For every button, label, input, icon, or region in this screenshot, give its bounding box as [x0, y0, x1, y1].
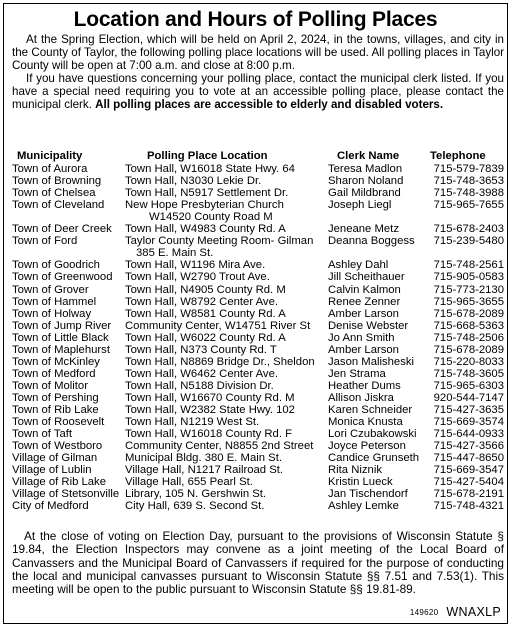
notice-title: Location and Hours of Polling Places	[73, 8, 438, 31]
municipality-cell: Town of Rib Lake	[12, 403, 99, 416]
municipality-cell: Town of Deer Creek	[12, 223, 112, 236]
telephone-cell: 715-239-5480	[433, 235, 504, 248]
clerk-cell: Sharon Noland	[328, 175, 404, 188]
location-cell	[125, 332, 328, 344]
table-row	[12, 440, 504, 452]
header-clerk: Clerk Name	[337, 150, 400, 162]
telephone-cell: 715-669-3547	[433, 464, 504, 477]
clerk-cell: Jo Ann Smith	[328, 331, 395, 344]
location-cell	[125, 500, 328, 512]
table-row	[12, 187, 504, 199]
location-cell	[125, 175, 328, 187]
header-location: Polling Place Location	[147, 150, 268, 162]
telephone-cell: 715-669-3574	[433, 416, 504, 429]
location-cell	[125, 199, 328, 223]
clerk-cell: Jeneane Metz	[328, 223, 399, 236]
table-row	[12, 404, 504, 416]
location-cell	[125, 404, 328, 416]
location-line: Town Hall, W4983 County Rd. A	[125, 223, 286, 236]
municipality-cell: Village of Lublin	[12, 464, 92, 477]
municipality-cell: Town of Aurora	[12, 163, 88, 176]
municipality-cell: Village of Stetsonville	[12, 488, 120, 501]
location-cell	[125, 380, 328, 392]
clerk-cell: Joyce Peterson	[328, 440, 406, 453]
location-cell	[125, 259, 328, 271]
notice-footer	[410, 605, 501, 619]
telephone-cell: 715-748-2506	[433, 331, 504, 344]
telephone-cell: 715-427-3635	[433, 403, 504, 416]
telephone-cell: 715-427-3566	[433, 440, 504, 453]
table-row	[12, 380, 504, 392]
header-municipality: Municipality	[17, 150, 83, 162]
municipality-cell: Town of Little Black	[12, 331, 109, 344]
table-row	[12, 271, 504, 283]
telephone-cell: 715-427-5404	[433, 476, 504, 489]
telephone-cell: 715-965-3655	[433, 295, 504, 308]
municipality-cell: Town of Pershing	[12, 391, 99, 404]
table-row	[12, 392, 504, 404]
municipality-cell: Village of Gilman	[12, 452, 98, 465]
location-line: Town Hall, W6462 Center Ave.	[125, 367, 279, 380]
location-line: Taylor County Meeting Room- Gilman	[125, 235, 314, 248]
clerk-cell: Allison Jiskra	[328, 391, 394, 404]
location-line: City Hall, 639 S. Second St.	[125, 500, 265, 513]
location-line: New Hope Presbyterian Church	[125, 199, 284, 212]
table-body	[12, 163, 504, 512]
clerk-cell: Karen Schneider	[328, 403, 413, 416]
location-line: Town Hall, N8869 Bridge Dr., Sheldon	[125, 355, 315, 368]
location-cell	[125, 428, 328, 440]
telephone-cell: 715-579-7839	[433, 163, 504, 176]
location-cell	[125, 320, 328, 332]
telephone-cell: 715-668-5363	[433, 319, 504, 332]
telephone-cell: 715-748-3653	[433, 175, 504, 188]
telephone-cell: 715-678-2089	[433, 307, 504, 320]
location-cell	[125, 416, 328, 428]
location-cell	[125, 452, 328, 464]
location-line: Community Center, N8855 2nd Street	[125, 440, 314, 453]
polling-places-table	[12, 150, 504, 512]
municipality-cell: Town of Grover	[12, 283, 89, 296]
municipality-cell: Town of Roosevelt	[12, 416, 105, 429]
telephone-cell: 715-748-3605	[433, 367, 504, 380]
table-row	[12, 488, 504, 500]
location-cell	[125, 296, 328, 308]
clerk-cell: Jen Strama	[328, 367, 386, 380]
location-line: Town Hall, W6022 County Rd. A	[125, 331, 286, 344]
clerk-cell: Ashley Dahl	[328, 259, 389, 272]
location-line-2: W14520 County Road M	[149, 211, 273, 224]
municipality-cell: Town of McKinley	[12, 355, 100, 368]
clerk-cell: Jill Scheithauer	[328, 271, 405, 284]
table-row	[12, 308, 504, 320]
table-header-row	[12, 150, 504, 163]
table-row	[12, 368, 504, 380]
location-line: Town Hall, W8581 County Rd. A	[125, 307, 286, 320]
location-line: Town Hall, W1196 Mira Ave.	[125, 259, 266, 272]
telephone-cell: 715-678-2089	[433, 343, 504, 356]
table-row	[12, 332, 504, 344]
telephone-cell: 715-220-8033	[433, 355, 504, 368]
municipality-cell: Town of Maplehurst	[12, 343, 110, 356]
intro-paragraph-2	[12, 72, 504, 111]
municipality-cell: Town of Chelsea	[12, 187, 96, 200]
telephone-cell: 715-748-4321	[433, 500, 504, 513]
location-line: Town Hall, N5917 Settlement Dr.	[125, 187, 289, 200]
clerk-cell: Jason Malisheski	[328, 355, 415, 368]
table-row	[12, 500, 504, 512]
location-line: Community Center, W14751 River St	[125, 319, 311, 332]
clerk-cell: Ashley Lemke	[328, 500, 399, 513]
clerk-cell: Renee Zenner	[328, 295, 401, 308]
clerk-cell: Candice Grunseth	[328, 452, 420, 465]
ad-number: 149620	[409, 608, 439, 617]
municipality-cell: Town of Medford	[12, 367, 96, 380]
table-row	[12, 199, 504, 223]
clerk-cell: Gail Mildbrand	[328, 187, 401, 200]
intro-text	[12, 33, 504, 112]
telephone-cell: 715-678-2191	[433, 488, 504, 501]
municipality-cell: Town of Hammel	[12, 295, 97, 308]
accessibility-statement: All polling places are accessible to elderly and disabled voters.	[95, 98, 444, 112]
clerk-cell: Amber Larson	[328, 343, 399, 356]
table-row	[12, 452, 504, 464]
table-row	[12, 320, 504, 332]
telephone-cell: 715-678-2403	[433, 223, 504, 236]
location-cell	[125, 187, 328, 199]
municipality-cell: Town of Browning	[12, 175, 102, 188]
municipality-cell: Town of Greenwood	[12, 271, 113, 284]
telephone-cell: 715-748-2561	[433, 259, 504, 272]
clerk-cell: Amber Larson	[328, 307, 399, 320]
location-line: Village Hall, 655 Pearl St.	[125, 476, 253, 489]
location-cell	[125, 488, 328, 500]
closing-text	[12, 530, 504, 596]
location-line: Town Hall, N3030 Lekie Dr.	[125, 175, 262, 188]
location-line: Town Hall, W2790 Trout Ave.	[125, 271, 270, 284]
table-row	[12, 428, 504, 440]
telephone-cell: 715-748-3988	[433, 187, 504, 200]
table-row	[12, 284, 504, 296]
table-row	[12, 476, 504, 488]
location-cell	[125, 476, 328, 488]
municipality-cell: Village of Rib Lake	[12, 476, 106, 489]
municipality-cell: Town of Molitor	[12, 379, 88, 392]
clerk-cell: Teresa Madlon	[328, 163, 403, 176]
location-line: Village Hall, N1217 Railroad St.	[125, 464, 284, 477]
table-row	[12, 416, 504, 428]
location-cell	[125, 368, 328, 380]
table-row	[12, 163, 504, 175]
location-cell	[125, 223, 328, 235]
closing-paragraph: At the close of voting on Election Day, pursuant to the provisions of Wisconsin Statute § 19.84, the Election Inspectors may convene as a joint meeting of the Local Board of Canvassers and the Municipal Board of Canvassers if required for the purpose of conducting the local and municipal canvasses pursuant to Wisconsin Statute §§ 7.51 and 7.53(1). This meeting will be open to the public pursuant to Wisconsin Statute §§ 19.81-89.	[12, 529, 504, 597]
location-cell	[125, 392, 328, 404]
municipality-cell: City of Medford	[12, 500, 89, 513]
telephone-cell: 715-644-0933	[433, 428, 504, 441]
municipality-cell: Town of Jump River	[12, 319, 112, 332]
location-line: Town Hall, W16018 County Rd. F	[125, 428, 293, 441]
location-line: Town Hall, W2382 State Hwy. 102	[125, 403, 295, 416]
location-cell	[125, 464, 328, 476]
clerk-cell: Denise Webster	[328, 319, 409, 332]
location-line: Town Hall, N1219 West St.	[125, 416, 260, 429]
municipality-cell: Town of Holway	[12, 307, 92, 320]
publication-code: WNAXLP	[446, 605, 501, 619]
location-line: Town Hall, N4905 County Rd. M	[125, 283, 286, 296]
table-row	[12, 175, 504, 187]
location-cell	[125, 344, 328, 356]
telephone-cell: 715-773-2130	[433, 283, 504, 296]
telephone-cell: 715-905-0583	[433, 271, 504, 284]
municipality-cell: Town of Goodrich	[12, 259, 100, 272]
municipality-cell: Town of Ford	[12, 235, 78, 248]
clerk-cell: Heather Dums	[328, 379, 401, 392]
telephone-cell: 715-447-8650	[433, 452, 504, 465]
telephone-cell: 920-544-7147	[433, 391, 504, 404]
clerk-cell: Calvin Kalmon	[328, 283, 401, 296]
table-row	[12, 464, 504, 476]
location-cell	[125, 440, 328, 452]
table-row	[12, 356, 504, 368]
table-row	[12, 223, 504, 235]
table-row	[12, 296, 504, 308]
clerk-cell: Joseph Liegl	[328, 199, 392, 212]
clerk-cell: Deanna Boggess	[328, 235, 415, 248]
location-cell	[125, 271, 328, 283]
location-line: Town Hall, N5188 Division Dr.	[125, 379, 274, 392]
intro-paragraph-1: At the Spring Election, which will be held on April 2, 2024, in the towns, villages, and city in the County of Taylor, the following polling place locations will be used. All polling places in Taylor County will be open at 7:00 a.m. and close at 8:00 p.m.	[12, 33, 504, 73]
legal-notice	[3, 3, 508, 624]
clerk-cell: Kristin Lueck	[328, 476, 393, 489]
location-line: Town Hall, W16018 State Hwy. 64	[125, 163, 295, 176]
table-row	[12, 259, 504, 271]
telephone-cell: 715-965-7655	[433, 199, 504, 212]
location-cell	[125, 235, 328, 259]
telephone-cell: 715-965-6303	[433, 379, 504, 392]
location-line: Town Hall, W8792 Center Ave.	[125, 295, 279, 308]
intro-paragraph-2-text: If you have questions concerning your polling place, contact the municipal clerk listed. If you have a special need requiring you to vote at an accessible polling place, please contact the municipal clerk.	[12, 72, 504, 112]
table-row	[12, 235, 504, 259]
location-line: Town Hall, N373 County Rd. T	[125, 343, 277, 356]
clerk-cell: Jan Tischendorf	[328, 488, 408, 501]
table-row	[12, 344, 504, 356]
clerk-cell: Lori Czubakowski	[328, 428, 417, 441]
header-telephone: Telephone	[430, 150, 486, 162]
clerk-cell: Rita Niznik	[328, 464, 382, 477]
location-line: Municipal Bldg. 380 E. Main St.	[125, 452, 282, 465]
location-cell	[125, 356, 328, 368]
location-cell	[125, 308, 328, 320]
location-line-2: 385 E. Main St.	[136, 247, 214, 260]
location-cell	[125, 284, 328, 296]
location-line: Library, 105 N. Gershwin St.	[125, 488, 267, 501]
location-cell	[125, 163, 328, 175]
municipality-cell: Town of Westboro	[12, 440, 103, 453]
municipality-cell: Town of Cleveland	[12, 199, 105, 212]
clerk-cell: Monica Knusta	[328, 416, 403, 429]
location-line: Town Hall, W16670 County Rd. M	[125, 391, 295, 404]
municipality-cell: Town of Taft	[12, 428, 73, 441]
